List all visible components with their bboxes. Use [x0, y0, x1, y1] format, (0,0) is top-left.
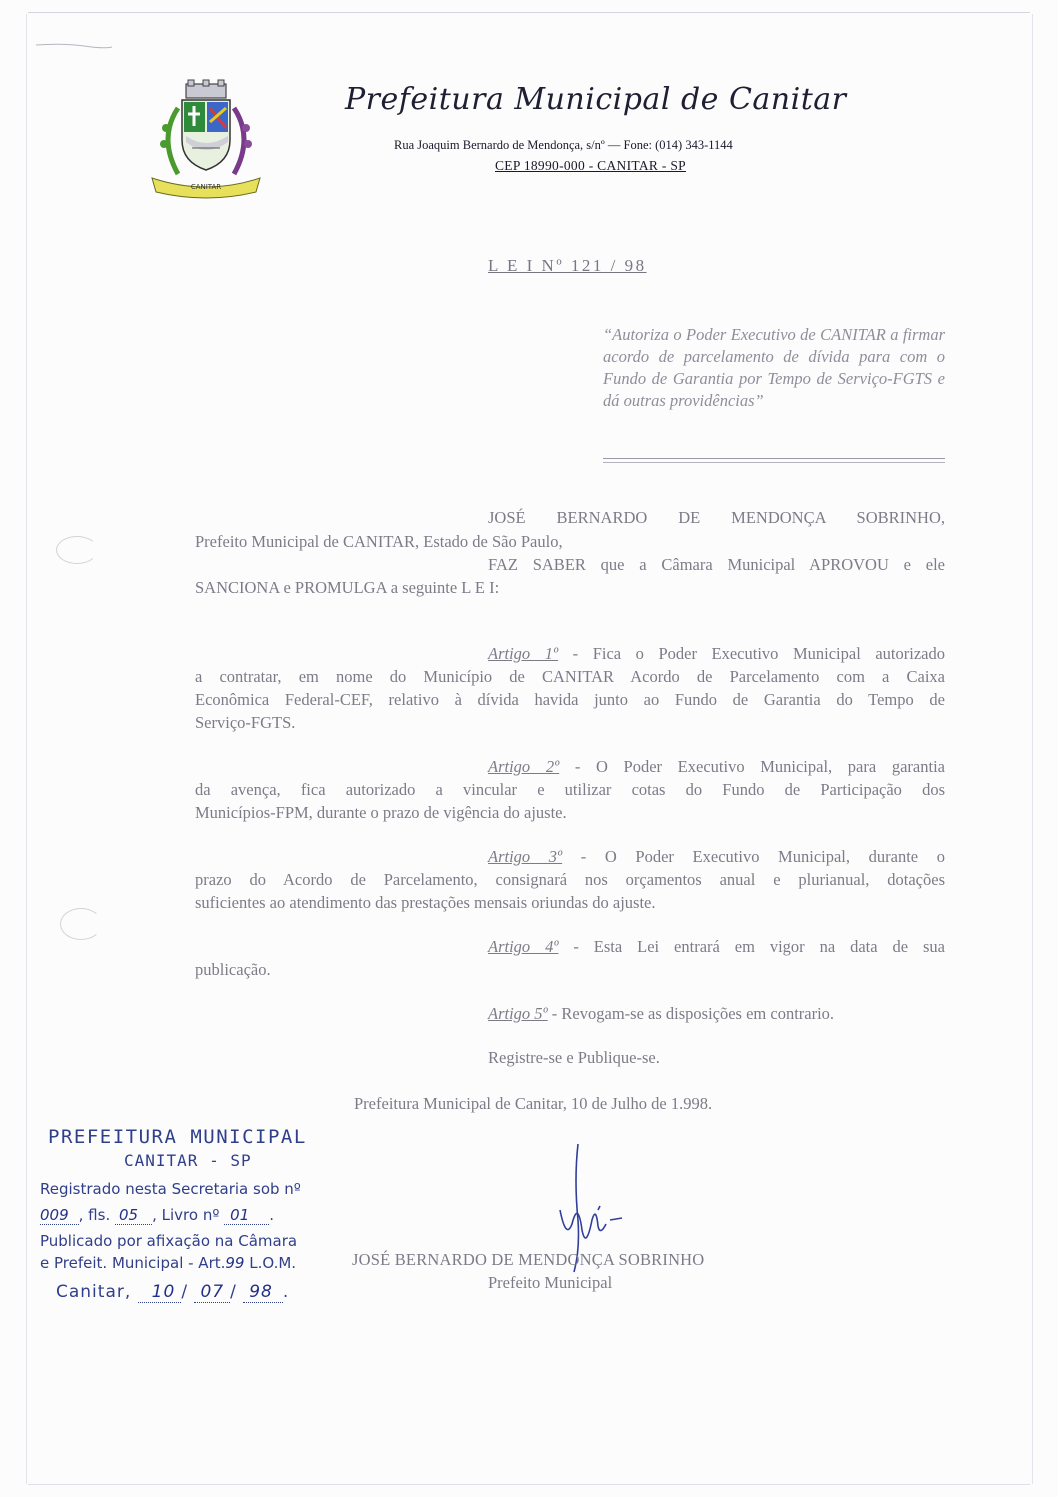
article-4-line: publicação.: [195, 960, 271, 979]
preamble-line: FAZ SABER que a Câmara Municipal APROVOU e ele: [488, 555, 945, 574]
article-3-first-line: Artigo 3º - O Poder Executivo Municipal, durante o: [488, 847, 945, 866]
signatory-role: Prefeito Municipal: [488, 1273, 613, 1292]
signatory-name: JOSÉ BERNARDO DE MENDONÇA SOBRINHO: [352, 1250, 705, 1269]
article-1-label: Artigo 1º: [488, 644, 559, 663]
article-3-line: prazo do Acordo de Parcelamento, consignará nos orçamentos anual e plurianual, dotações: [195, 870, 945, 889]
paper-mark: [34, 42, 114, 50]
preamble-line: JOSÉ BERNARDO DE MENDONÇA SOBRINHO,: [488, 508, 945, 527]
law-number: L E I Nº 121 / 98: [488, 256, 647, 275]
stamp-art-value: 99: [225, 1254, 245, 1272]
page-edge-bottom: [28, 1484, 1030, 1485]
article-1-first-line: Artigo 1º - Fica o Poder Executivo Municipal autorizado: [488, 644, 945, 663]
article-1-line: Econômica Federal-CEF, relativo à dívida havida junto ao Fundo de Garantia do Tempo de: [195, 690, 945, 709]
page-edge-top: [28, 12, 1030, 13]
article-5-label: Artigo 5º: [488, 1004, 548, 1023]
article-1-line: Serviço-FGTS.: [195, 713, 296, 732]
stamp-registration-fields: 009 , fls. 05 , Livro nº 01 .: [40, 1206, 275, 1224]
stamp-publication-text: Publicado por afixação na Câmara: [40, 1232, 298, 1250]
punch-hole-mark: [56, 536, 98, 564]
ementa-rule: [603, 458, 945, 459]
article-3-line: suficientes ao atendimento das prestações mensais oriundas do ajuste.: [195, 893, 656, 912]
stamp-city: CANITAR - SP: [124, 1151, 252, 1170]
register-publish: Registre-se e Publique-se.: [488, 1048, 660, 1067]
stamp-publication-article: e Prefeit. Municipal - Art.99 L.O.M.: [40, 1254, 297, 1272]
svg-text:CANITAR: CANITAR: [190, 183, 222, 191]
article-1-line: a contratar, em nome do Município de CANITAR Acordo de Parcelamento com a Caixa: [195, 667, 945, 686]
stamp-reg-number: 009: [40, 1206, 79, 1225]
stamp-registration-text: Registrado nesta Secretaria sob nº: [40, 1180, 301, 1198]
article-4-label: Artigo 4º: [488, 937, 559, 956]
stamp-month: 07: [194, 1282, 230, 1303]
article-3-label: Artigo 3º: [488, 847, 563, 866]
ementa-rule: [603, 462, 945, 463]
letterhead-title: Prefeitura Municipal de Canitar: [345, 82, 847, 117]
stamp-date: Canitar, 10 / 07 / 98 .: [56, 1282, 290, 1302]
stamp-livro-value: 01: [224, 1206, 269, 1225]
letterhead-address: Rua Joaquim Bernardo de Mendonça, s/nº — Fone: (014) 343-1144: [394, 138, 733, 152]
article-2-line: da avença, fica autorizado a vincular e utilizar cotas do Fundo de Participação dos: [195, 780, 945, 799]
article-2-label: Artigo 2º: [488, 757, 560, 776]
article-2-line: Municípios-FPM, durante o prazo de vigência do ajuste.: [195, 803, 567, 822]
stamp-day: 10: [138, 1282, 182, 1303]
stamp-organization: PREFEITURA MUNICIPAL: [48, 1126, 307, 1148]
page-edge-left: [26, 14, 27, 1484]
page-edge-right: [1032, 14, 1033, 1484]
letterhead-cep: CEP 18990-000 - CANITAR - SP: [495, 158, 686, 173]
place-date: Prefeitura Municipal de Canitar, 10 de Julho de 1.998.: [354, 1094, 713, 1113]
article-2-first-line: Artigo 2º - O Poder Executivo Municipal, para garantia: [488, 757, 945, 776]
article-5-line: Artigo 5º - Revogam-se as disposições em contrario.: [488, 1004, 835, 1023]
preamble-line: Prefeito Municipal de CANITAR, Estado de São Paulo,: [195, 532, 563, 551]
punch-hole-mark: [60, 908, 102, 940]
article-4-first-line: Artigo 4º - Esta Lei entrará em vigor na data de sua: [488, 937, 945, 956]
municipal-coat-of-arms-icon: [148, 78, 264, 200]
preamble-line: SANCIONA e PROMULGA a seguinte L E I:: [195, 578, 500, 597]
stamp-year: 98: [243, 1282, 283, 1303]
stamp-fls-value: 05: [115, 1206, 152, 1225]
law-ementa: “Autoriza o Poder Executivo de CANITAR a firmar acordo de parcelamento de dívida para com o Fundo de Garantia por Tempo de Serviço-FGTS e dá outras providências”: [603, 325, 945, 410]
